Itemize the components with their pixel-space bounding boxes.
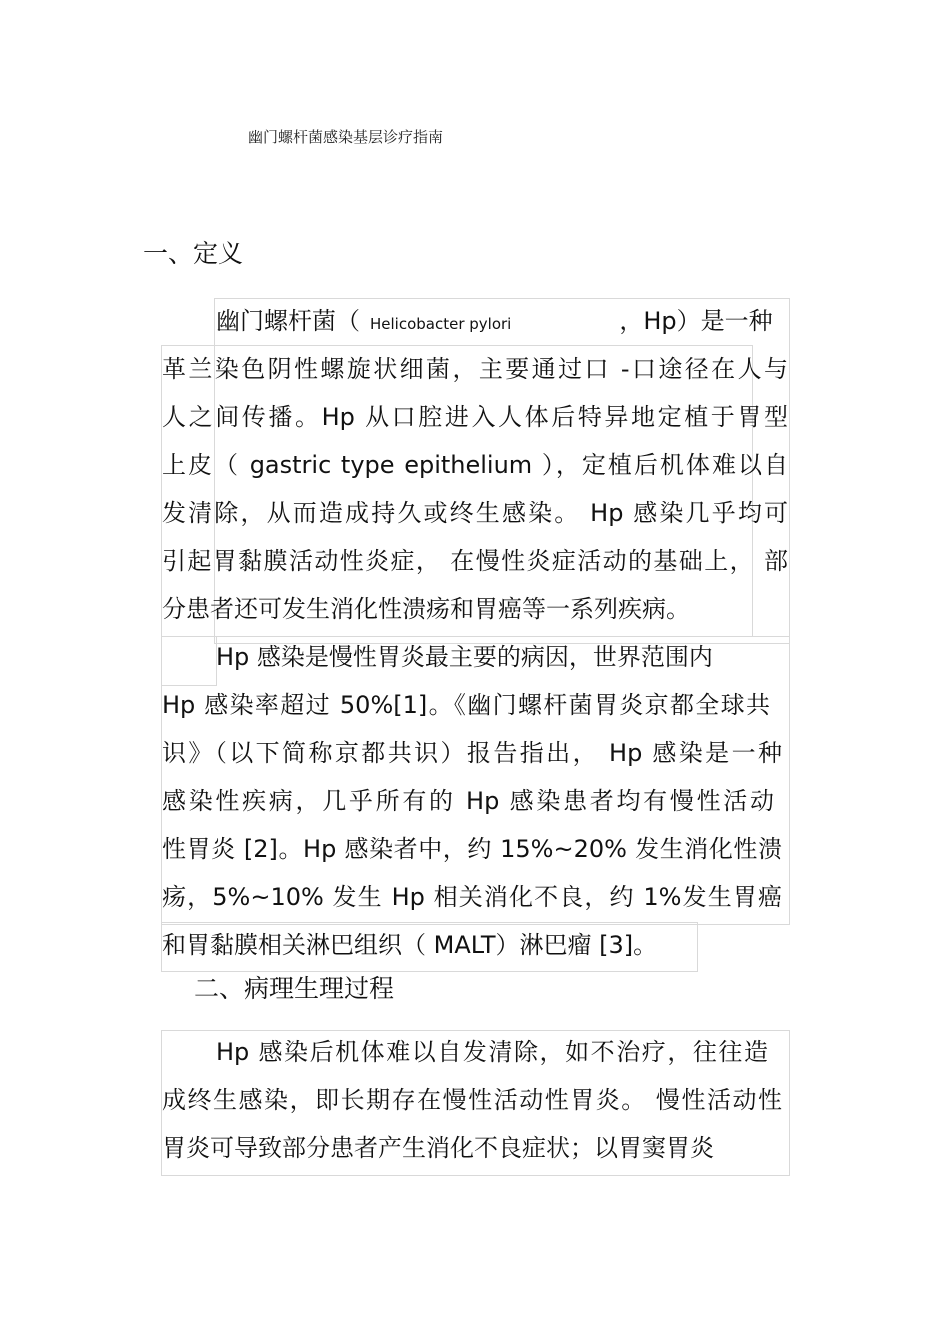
paragraph-line: 感染性疾病，几乎所有的 Hp 感染患者均有慢性活动 [162,787,774,815]
paragraph-line: 成终生感染，即长期存在慢性活动性胃炎。 慢性活动性 [162,1086,782,1114]
paragraph-frame [161,636,217,686]
paragraph-line: 和胃黏膜相关淋巴组织（ MALT）淋巴瘤 [3]。 [162,931,658,959]
paragraph-line: 人之间传播。Hp 从口腔进入人体后特异地定植于胃型 [162,403,788,431]
section-heading-definition: 一、定义 [143,239,244,268]
section-heading-pathophysiology: 二、病理生理过程 [194,974,395,1003]
paragraph-line: 疡，5%~10% 发生 Hp 相关消化不良，约 1%发生胃癌 [162,883,782,911]
paragraph-frame [161,345,753,637]
paragraph-line: 性胃炎 [2]。Hp 感染者中，约 15%~20% 发生消化性溃 [162,835,782,863]
paragraph-line: 幽门螺杆菌（ Helicobacter pylori ，Hp）是一种 [216,307,773,335]
document-title: 幽门螺杆菌感染基层诊疗指南 [248,128,444,146]
paragraph-line: 胃炎可导致部分患者产生消化不良症状；以胃窦胃炎 [162,1134,714,1162]
paragraph-line: 识》（以下简称京都共识）报告指出， Hp 感染是一种 [162,739,782,767]
paragraph-line: Hp 感染是慢性胃炎最主要的病因，世界范围内 [216,643,713,671]
latin-name: Helicobacter pylori [370,315,512,333]
paragraph-line: 引起胃黏膜活动性炎症， 在慢性炎症活动的基础上， 部 [162,547,788,575]
paragraph-line: Hp 感染后机体难以自发清除，如不治疗，往往造 [216,1038,768,1066]
paragraph-line: 上皮（ gastric type epithelium ），定植后机体难以自 [162,451,788,479]
paragraph-line: 革兰染色阴性螺旋状细菌，主要通过口 -口途径在人与 [162,355,788,383]
paragraph-line: Hp 感染率超过 50%[1]。《幽门螺杆菌胃炎京都全球共 [162,691,770,719]
paragraph-line: 分患者还可发生消化性溃疡和胃癌等一系列疾病。 [162,595,690,623]
paragraph-frame [161,636,790,925]
paragraph-line: 发清除，从而造成持久或终生感染。 Hp 感染几乎均可 [162,499,788,527]
